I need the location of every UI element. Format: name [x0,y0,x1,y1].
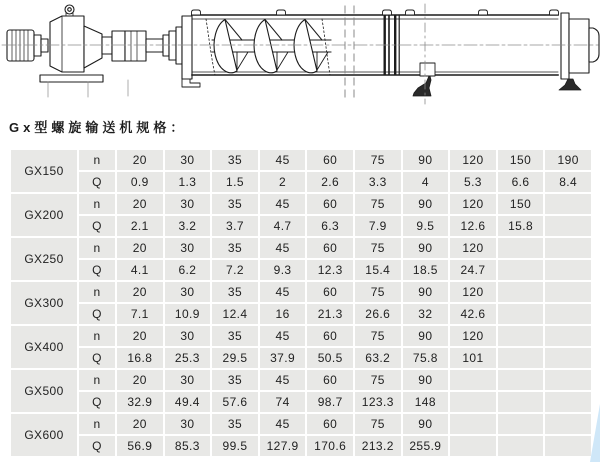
n-value-cell [545,414,591,434]
row-label-n: n [79,150,115,170]
model-cell: GX500 [11,370,77,412]
q-value-cell [545,348,591,368]
n-value-cell: 75 [355,326,401,346]
q-value-cell [545,216,591,236]
q-value-cell [498,436,544,456]
n-value-cell: 30 [165,326,211,346]
q-value-cell: 25.3 [165,348,211,368]
row-label-n: n [79,414,115,434]
n-value-cell: 60 [307,194,353,214]
model-cell: GX300 [11,282,77,324]
q-value-cell: 12.6 [450,216,496,236]
n-value-cell: 45 [260,194,306,214]
q-value-cell: 6.2 [165,260,211,280]
row-label-q: Q [79,260,115,280]
n-value-cell: 75 [355,282,401,302]
model-cell: GX150 [11,150,77,192]
n-value-cell [450,370,496,390]
right-end-bearing [559,13,599,90]
n-value-cell: 75 [355,238,401,258]
n-value-cell: 90 [403,238,449,258]
q-value-cell: 3.3 [355,172,401,192]
q-value-cell: 15.8 [498,216,544,236]
motor-icon [7,30,48,61]
model-cell: GX400 [11,326,77,368]
n-value-cell: 35 [212,370,258,390]
spec-table [9,148,593,458]
model-cell: GX600 [11,414,77,456]
q-value-cell [498,304,544,324]
q-value-cell: 148 [403,392,449,412]
n-value-cell [498,238,544,258]
q-value-cell: 123.3 [355,392,401,412]
n-value-cell: 35 [212,414,258,434]
q-value-cell: 49.4 [165,392,211,412]
n-value-cell: 30 [165,150,211,170]
q-value-cell: 12.4 [212,304,258,324]
q-value-cell: 7.9 [355,216,401,236]
q-value-cell [498,348,544,368]
n-value-cell: 75 [355,414,401,434]
row-label-q: Q [79,216,115,236]
q-value-cell: 32.9 [117,392,163,412]
q-value-cell: 3.2 [165,216,211,236]
q-value-cell [545,260,591,280]
n-value-cell: 120 [450,282,496,302]
row-label-n: n [79,370,115,390]
n-value-cell: 30 [165,194,211,214]
q-value-cell: 26.6 [355,304,401,324]
q-value-cell: 16.8 [117,348,163,368]
q-value-cell: 42.6 [450,304,496,324]
q-value-cell: 6.6 [498,172,544,192]
row-label-n: n [79,194,115,214]
q-value-cell: 2.1 [117,216,163,236]
n-value-cell: 60 [307,326,353,346]
n-value-cell: 20 [117,282,163,302]
q-value-cell [545,436,591,456]
n-value-cell [545,370,591,390]
n-value-cell: 120 [450,326,496,346]
q-value-cell: 63.2 [355,348,401,368]
n-value-cell: 35 [212,194,258,214]
n-value-cell: 90 [403,370,449,390]
n-value-cell: 75 [355,150,401,170]
n-value-cell: 20 [117,150,163,170]
n-value-cell: 90 [403,194,449,214]
n-value-cell: 20 [117,238,163,258]
n-value-cell: 20 [117,326,163,346]
q-value-cell: 1.3 [165,172,211,192]
q-value-cell [498,392,544,412]
q-value-cell: 37.9 [260,348,306,368]
row-label-q: Q [79,392,115,412]
n-value-cell: 120 [450,150,496,170]
row-label-q: Q [79,348,115,368]
n-value-cell: 60 [307,238,353,258]
n-value-cell: 35 [212,282,258,302]
model-cell: GX250 [11,238,77,280]
n-value-cell [498,282,544,302]
q-value-cell: 57.6 [212,392,258,412]
q-value-cell: 85.3 [165,436,211,456]
q-value-cell: 15.4 [355,260,401,280]
q-value-cell: 16 [260,304,306,324]
n-value-cell [545,238,591,258]
n-value-cell: 190 [545,150,591,170]
q-value-cell: 2.6 [307,172,353,192]
q-value-cell: 3.7 [212,216,258,236]
row-label-q: Q [79,172,115,192]
n-value-cell: 20 [117,370,163,390]
row-label-n: n [79,282,115,302]
model-cell: GX200 [11,194,77,236]
page-title: Gx型螺旋输送机规格： [9,120,188,135]
q-value-cell: 7.1 [117,304,163,324]
q-value-cell: 21.3 [307,304,353,324]
q-value-cell: 74 [260,392,306,412]
q-value-cell: 4 [403,172,449,192]
spec-table-body [11,150,591,456]
q-value-cell: 127.9 [260,436,306,456]
row-label-n: n [79,326,115,346]
shaft-seal-icon [163,27,182,64]
n-value-cell: 35 [212,326,258,346]
q-value-cell: 32 [403,304,449,324]
q-value-cell: 99.5 [212,436,258,456]
q-value-cell: 50.5 [307,348,353,368]
q-value-cell: 255.9 [403,436,449,456]
q-value-cell: 0.9 [117,172,163,192]
n-value-cell [498,370,544,390]
q-value-cell: 75.8 [403,348,449,368]
n-value-cell: 60 [307,282,353,302]
n-value-cell: 60 [307,414,353,434]
q-value-cell: 9.5 [403,216,449,236]
mounting-ticks [48,80,128,97]
coupling-icon [84,26,163,68]
row-label-q: Q [79,304,115,324]
left-end-plate [182,16,200,87]
q-value-cell: 10.9 [165,304,211,324]
q-value-cell: 24.7 [450,260,496,280]
q-value-cell: 6.3 [307,216,353,236]
q-value-cell: 2 [260,172,306,192]
n-value-cell [545,326,591,346]
row-label-q: Q [79,436,115,456]
q-value-cell: 9.3 [260,260,306,280]
n-value-cell [498,414,544,434]
q-value-cell [450,436,496,456]
n-value-cell: 150 [498,194,544,214]
n-value-cell: 20 [117,194,163,214]
q-value-cell: 170.6 [307,436,353,456]
n-value-cell: 120 [450,238,496,258]
q-value-cell: 18.5 [403,260,449,280]
q-value-cell [498,260,544,280]
q-value-cell [545,304,591,324]
n-value-cell: 30 [165,370,211,390]
n-value-cell [545,282,591,302]
n-value-cell: 90 [403,414,449,434]
q-value-cell: 8.4 [545,172,591,192]
screw-conveyor-drawing [0,0,600,113]
n-value-cell: 90 [403,282,449,302]
n-value-cell: 30 [165,238,211,258]
n-value-cell: 20 [117,414,163,434]
n-value-cell: 35 [212,238,258,258]
n-value-cell: 45 [260,326,306,346]
n-value-cell [450,414,496,434]
q-value-cell: 98.7 [307,392,353,412]
q-value-cell [450,392,496,412]
n-value-cell: 60 [307,150,353,170]
q-value-cell [545,392,591,412]
n-value-cell: 75 [355,370,401,390]
q-value-cell: 7.2 [212,260,258,280]
q-value-cell: 4.7 [260,216,306,236]
q-value-cell: 4.1 [117,260,163,280]
support-bracket [413,63,435,96]
q-value-cell: 56.9 [117,436,163,456]
q-value-cell: 1.5 [212,172,258,192]
n-value-cell: 45 [260,238,306,258]
n-value-cell: 60 [307,370,353,390]
n-value-cell: 120 [450,194,496,214]
n-value-cell: 150 [498,150,544,170]
q-value-cell: 29.5 [212,348,258,368]
row-label-n: n [79,238,115,258]
q-value-cell: 101 [450,348,496,368]
q-value-cell: 5.3 [450,172,496,192]
n-value-cell: 90 [403,326,449,346]
n-value-cell: 45 [260,282,306,302]
n-value-cell: 75 [355,194,401,214]
n-value-cell: 45 [260,414,306,434]
n-value-cell: 90 [403,150,449,170]
n-value-cell: 45 [260,150,306,170]
n-value-cell: 30 [165,282,211,302]
n-value-cell [545,194,591,214]
q-value-cell: 213.2 [355,436,401,456]
n-value-cell: 30 [165,414,211,434]
screw-flight [206,19,331,75]
n-value-cell: 45 [260,370,306,390]
n-value-cell: 35 [212,150,258,170]
q-value-cell: 12.3 [307,260,353,280]
n-value-cell [498,326,544,346]
